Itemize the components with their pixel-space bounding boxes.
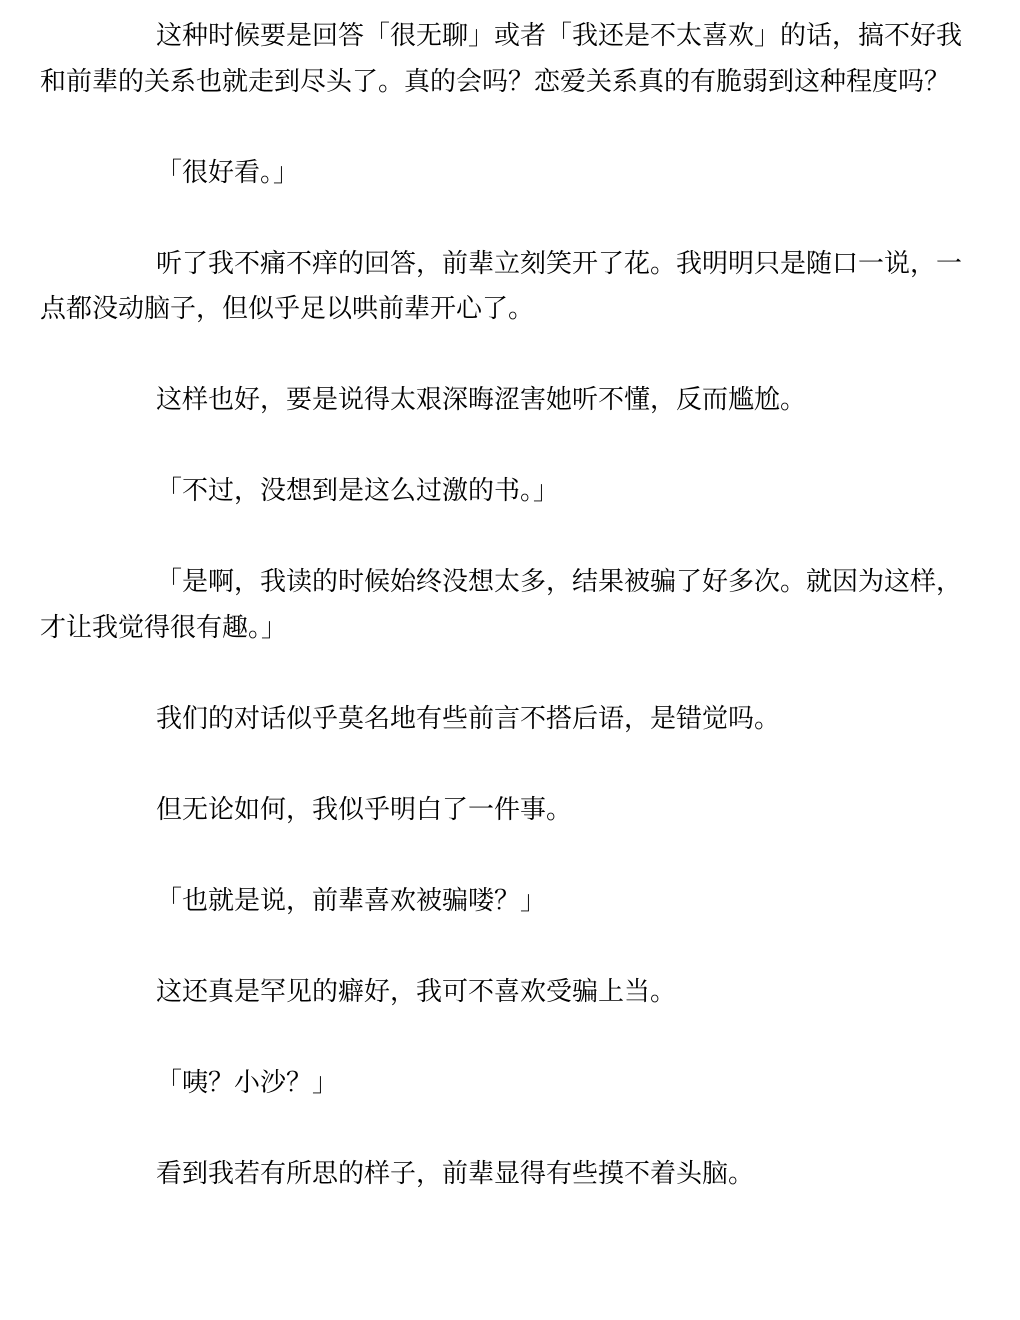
dialogue-paragraph: 「是啊，我读的时候始终没想太多，结果被骗了好多次。就因为这样，才让我觉得很有趣。」 — [40, 567, 963, 643]
paragraph: 我们的对话似乎莫名地有些前言不搭后语，是错觉吗。 — [156, 703, 781, 734]
paragraph: 听了我不痛不痒的回答，前辈立刻笑开了花。我明明只是随口一说，一点都没动脑子，但似乎足以哄前辈开心了。 — [40, 248, 963, 324]
paragraph: 但无论如何，我似乎明白了一件事。 — [156, 794, 573, 825]
dialogue-paragraph: 「也就是说，前辈喜欢被骗喽？」 — [156, 885, 547, 916]
dialogue-paragraph: 「不过，没想到是这么过激的书。」 — [156, 476, 560, 506]
document-page — [40, 14, 980, 1197]
paragraph: 这种时候要是回答「很无聊」或者「我还是不太喜欢」的话，搞不好我和前辈的关系也就走到尽头了。真的会吗？恋爱关系真的有脆弱到这种程度吗？ — [40, 21, 963, 97]
paragraph: 这样也好，要是说得太艰深晦涩害她听不懂，反而尴尬。 — [156, 385, 807, 415]
dialogue-paragraph: 「很好看。」 — [156, 157, 300, 188]
paragraph: 看到我若有所思的样子，前辈显得有些摸不着头脑。 — [156, 1158, 755, 1189]
paragraph: 这还真是罕见的癖好，我可不喜欢受骗上当。 — [156, 976, 677, 1007]
dialogue-paragraph: 「咦？小沙？」 — [156, 1067, 339, 1098]
